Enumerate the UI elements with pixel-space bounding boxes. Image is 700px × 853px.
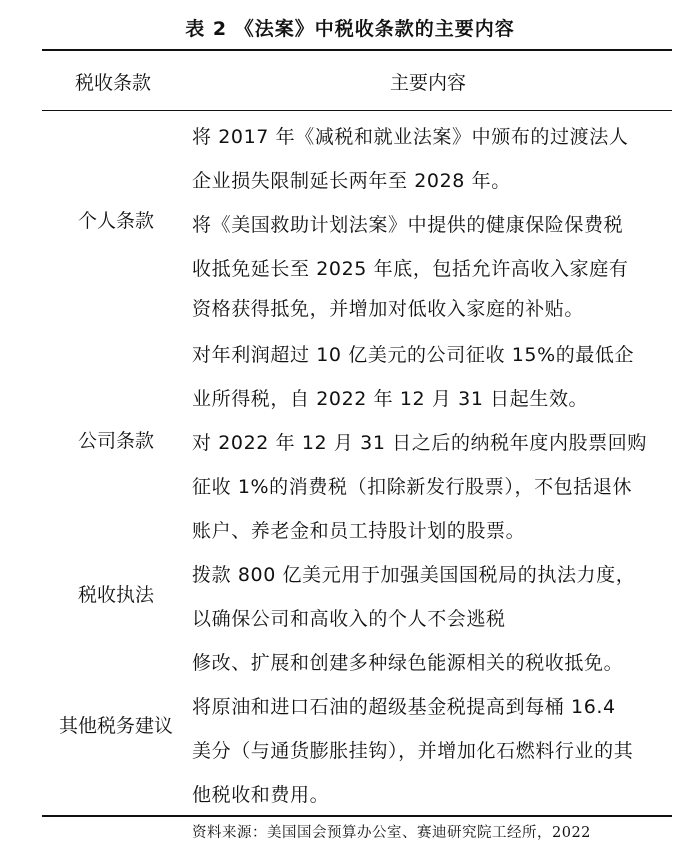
content-line: 企业损失限制延长两年至 2028 年。 <box>192 170 511 192</box>
category-enforcement: 税收执法 <box>77 584 154 606</box>
content-line: 收抵免延长至 2025 年底，包括允许高收入家庭有 <box>192 258 629 280</box>
top-rule <box>42 49 672 51</box>
content-line: 他税收和费用。 <box>192 784 330 806</box>
header-tax-provision: 税收条款 <box>74 72 151 94</box>
category-corporate: 公司条款 <box>77 430 154 452</box>
source-note: 资料来源：美国国会预算办公室、赛迪研究院工经所，2022 <box>192 825 591 841</box>
content-line: 修改、扩展和创建多种绿色能源相关的税收抵免。 <box>192 652 624 674</box>
header-rule <box>42 110 672 111</box>
content-line: 账户、养老金和员工持股计划的股票。 <box>192 520 526 542</box>
category-other: 其他税务建议 <box>58 715 173 737</box>
content-line: 业所得税，自 2022 年 12 月 31 日起生效。 <box>192 388 589 410</box>
content-line: 以确保公司和高收入的个人不会逃税 <box>192 608 506 630</box>
content-line: 将《美国救助计划法案》中提供的健康保险保费税 <box>192 214 624 236</box>
content-line: 将 2017 年《减税和就业法案》中颁布的过渡法人 <box>192 126 629 148</box>
bottom-rule <box>42 815 672 817</box>
content-line: 美分（与通货膨胀挂钩），并增加化石燃料行业的其 <box>192 740 634 762</box>
content-line: 对 2022 年 12 月 31 日之后的纳税年度内股票回购 <box>192 432 647 454</box>
header-main-content: 主要内容 <box>389 72 466 94</box>
content-line: 拨款 800 亿美元用于加强美国国税局的执法力度， <box>192 564 636 586</box>
category-personal: 个人条款 <box>77 210 154 232</box>
content-line: 征收 1%的消费税（扣除新发行股票），不包括退休 <box>192 476 633 498</box>
content-line: 资格获得抵免，并增加对低收入家庭的补贴。 <box>192 298 585 320</box>
content-line: 将原油和进口石油的超级基金税提高到每桶 16.4 <box>192 696 616 718</box>
content-line: 对年利润超过 10 亿美元的公司征收 15%的最低企 <box>192 344 635 366</box>
table-title: 表 2 《法案》中税收条款的主要内容 <box>185 18 515 40</box>
